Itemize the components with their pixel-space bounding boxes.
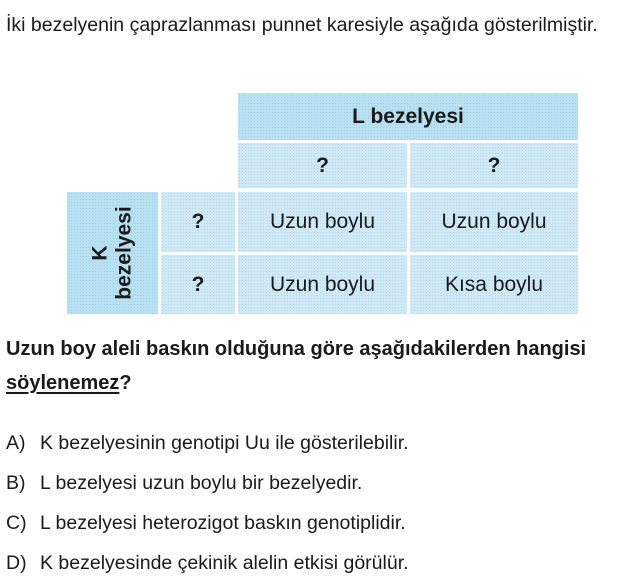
option-c[interactable] — [6, 503, 409, 543]
option-letter: A) — [6, 432, 26, 454]
answer-options — [6, 423, 409, 583]
row-header-line1: K — [88, 245, 112, 261]
option-a[interactable] — [6, 423, 409, 463]
option-letter: D) — [6, 552, 27, 574]
question-text — [6, 332, 641, 400]
cell-1-2: Uzun boylu — [410, 192, 578, 252]
question-underlined: söylenemez — [6, 372, 120, 394]
option-d[interactable] — [6, 543, 409, 583]
option-letter: C) — [6, 512, 27, 534]
option-text: K bezelyesinde çekinik alelin etkisi görülür. — [40, 552, 409, 574]
cell-2-2: Kısa boylu — [410, 255, 578, 314]
intro-text: İki bezelyenin çaprazlanması punnet karesiyle aşağıda gösterilmiştir. — [6, 14, 598, 36]
row-allele-2: ? — [161, 255, 235, 314]
row-header-text — [89, 206, 137, 299]
column-allele-2: ? — [410, 143, 578, 188]
option-text: L bezelyesi uzun boylu bir bezelyedir. — [40, 472, 363, 494]
column-allele-1: ? — [238, 143, 407, 188]
option-text: K bezelyesinin genotipi Uu ile gösterilebilir. — [40, 432, 409, 454]
option-letter: B) — [6, 472, 26, 494]
cell-2-1: Uzun boylu — [238, 255, 407, 314]
question-before: Uzun boy aleli baskın olduğuna göre aşağıdakilerden hangisi — [6, 338, 587, 360]
cell-1-1: Uzun boylu — [238, 192, 407, 252]
row-allele-1: ? — [161, 192, 235, 252]
option-b[interactable] — [6, 463, 409, 503]
row-header-k-bezelyesi — [67, 192, 158, 314]
row-header-line2: bezelyesi — [112, 206, 136, 300]
option-text: L bezelyesi heterozigot baskın genotiplidir. — [40, 512, 406, 534]
question-after: ? — [119, 372, 132, 394]
column-header-l-bezelyesi: L bezelyesi — [238, 93, 578, 140]
